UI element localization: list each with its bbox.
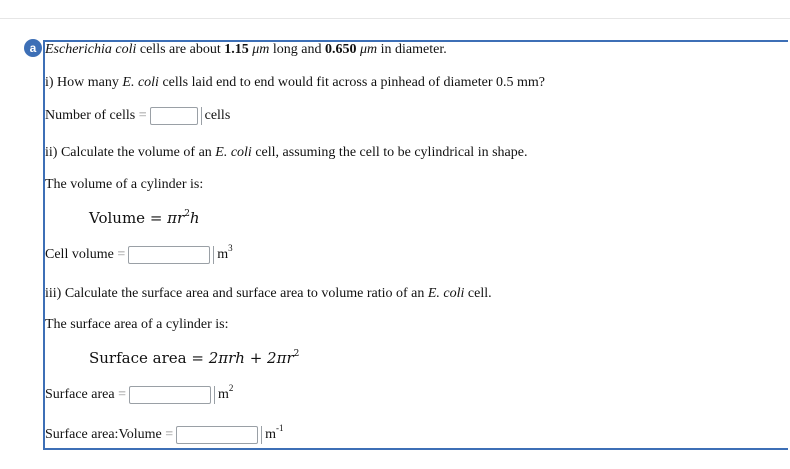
ratio-input[interactable]	[176, 426, 258, 444]
unit-um: μm	[252, 42, 270, 57]
surface-area-label: Surface area	[45, 387, 115, 403]
surface-area-unit: $m^2$	[217, 383, 234, 403]
question-1-text: i) How many E. coli cells laid end to end would fit across a pinhead of diameter 0.5 mm?	[45, 75, 545, 90]
cell-volume-input[interactable]	[128, 246, 210, 264]
ratio-unit: $m^{-1}$	[265, 423, 284, 443]
intro-text: Escherichia coli cells are about 1.15 μm long and 0.650 μm in diameter.	[45, 42, 447, 57]
volume-formula-intro: The volume of a cylinder is:	[45, 177, 204, 192]
cells-input[interactable]	[150, 107, 198, 125]
surface-area-input[interactable]	[129, 386, 211, 404]
question-3-text: iii) Calculate the surface area and surface area to volume ratio of an E. coli cell.	[45, 286, 492, 301]
question-2-text: ii) Calculate the volume of an E. coli cell, assuming the cell to be cylindrical in shape.	[45, 145, 528, 160]
cells-answer-row: Number of cells = cells	[45, 108, 231, 124]
diameter-value: 0.650	[324, 42, 357, 57]
unit-um: μm	[359, 42, 378, 57]
cell-volume-label: Cell volume	[45, 247, 114, 263]
surface-area-formula: Surface area = $2\pi rh + 2\pi r^2$	[89, 349, 300, 367]
volume-formula: Volume = $\pi r^2h$	[89, 209, 200, 227]
part-badge: a	[24, 39, 42, 57]
species-name: Escherichia coli	[45, 42, 137, 57]
surface-area-answer-row: Surface area = $m^2$	[45, 383, 234, 403]
length-value: 1.15	[224, 42, 249, 57]
ratio-answer-row: Surface area:Volume = $m^{-1}$	[45, 423, 284, 443]
volume-answer-row: Cell volume = $m^3$	[45, 243, 233, 263]
cells-label: Number of cells	[45, 108, 136, 124]
volume-unit: $m^3$	[217, 243, 233, 263]
cells-unit: cells	[204, 108, 231, 124]
surface-formula-intro: The surface area of a cylinder is:	[45, 317, 229, 332]
ratio-label: Surface area:Volume	[45, 427, 162, 443]
top-divider	[0, 18, 790, 19]
